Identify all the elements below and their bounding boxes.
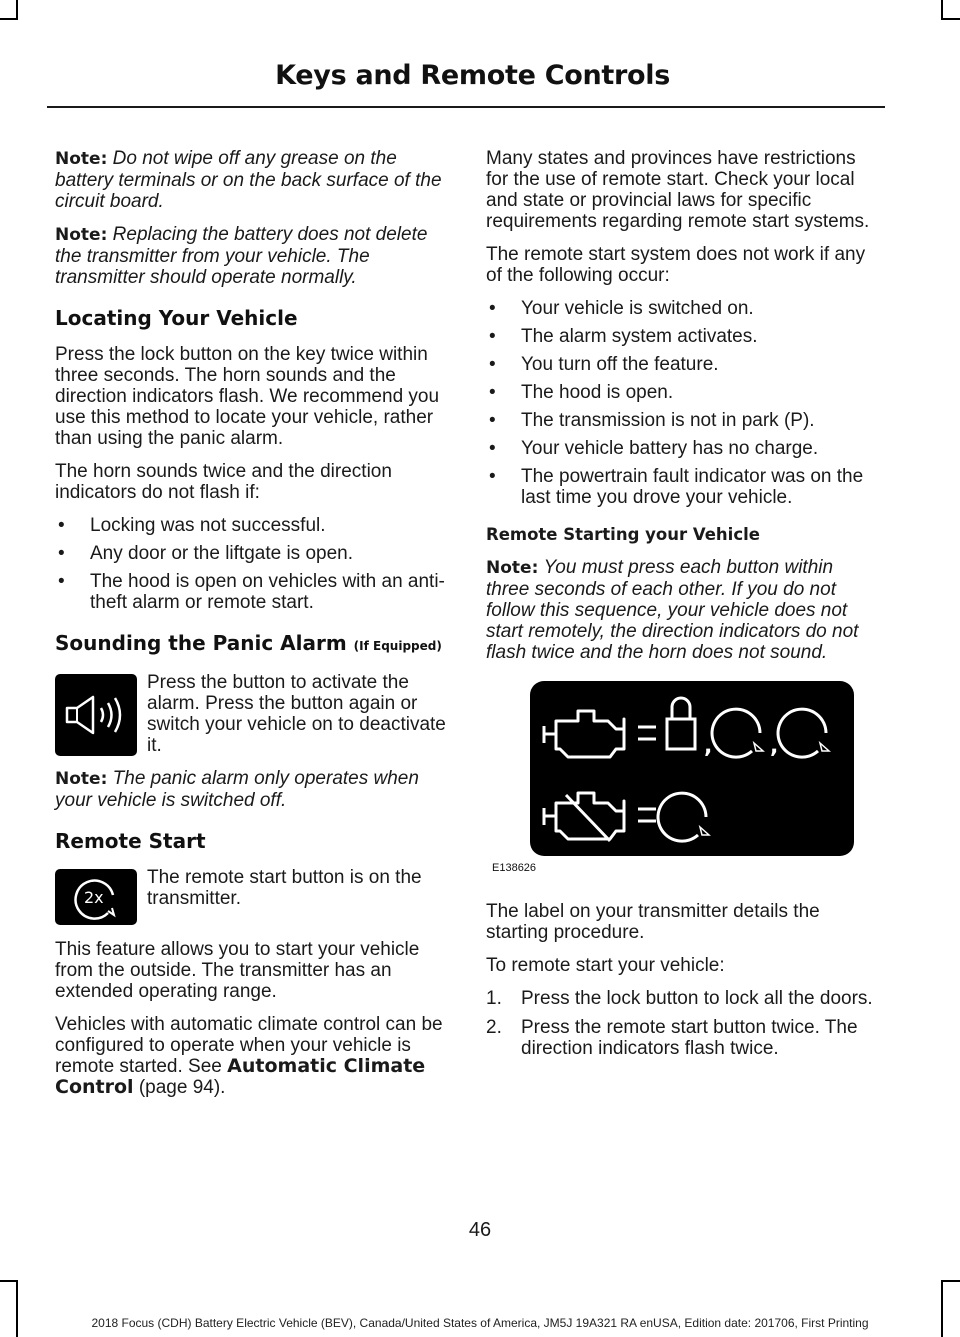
list-item-text: The alarm system activates. xyxy=(521,326,758,347)
heading-panic-alarm xyxy=(55,631,447,658)
illustration-code: E138626 xyxy=(492,862,537,874)
icon-label: 2x xyxy=(84,888,104,907)
heading-text: Sounding the Panic Alarm xyxy=(55,631,347,655)
step-number: 1. xyxy=(486,988,502,1009)
list-item-text: The hood is open on vehicles with an anti-theft alarm or remote start. xyxy=(90,571,445,613)
paragraph: To remote start your vehicle: xyxy=(486,955,725,976)
remote-start-conditions-list xyxy=(486,298,878,508)
crop-mark xyxy=(16,0,18,20)
step-number: 2. xyxy=(486,1017,502,1038)
paragraph-climate xyxy=(55,1014,447,1098)
remote-start-2x-icon xyxy=(55,869,137,925)
locating-conditions-list xyxy=(55,515,447,613)
crop-mark xyxy=(941,1280,960,1282)
list-item-text: Your vehicle battery has no charge. xyxy=(521,438,819,459)
paragraph: The horn sounds twice and the direction indicators do not flash if: xyxy=(55,461,392,503)
paragraph: Press the lock button on the key twice within three seconds. The horn sounds and the direction indicators flash. We recommend you use this method to locate your vehicle, rather than using the panic alarm. xyxy=(55,344,440,449)
remote-start-arrow-icon xyxy=(712,709,760,757)
step-item xyxy=(486,1017,878,1059)
note-text: The panic alarm only operates when your vehicle is switched off. xyxy=(55,768,419,811)
crop-mark xyxy=(941,0,943,20)
list-item-text: Your vehicle is switched on. xyxy=(521,298,754,319)
remote-start-illustration xyxy=(486,681,878,879)
list-item: • The alarm system activates. xyxy=(489,326,758,347)
list-item: • Any door or the liftgate is open. xyxy=(58,543,353,564)
text: (page 94). xyxy=(133,1077,226,1098)
paragraph: The remote start system does not work if any of the following occur: xyxy=(486,244,866,286)
note-label: Note: xyxy=(55,149,108,169)
list-item-text: Any door or the liftgate is open. xyxy=(90,543,353,564)
step-item xyxy=(486,988,878,1009)
heading-remote-start: Remote Start xyxy=(55,829,206,853)
paragraph: This feature allows you to start your vehicle from the outside. The transmitter has an extended operating range. xyxy=(55,939,420,1002)
note-label: Note: xyxy=(55,225,108,245)
lock-icon xyxy=(667,698,695,749)
crop-mark xyxy=(0,1280,18,1282)
list-item: • Your vehicle battery has no charge. xyxy=(489,438,819,459)
cross-reference-link[interactable]: Automatic Climate Control xyxy=(55,1055,426,1098)
right-column xyxy=(486,148,878,1067)
page-title: Keys and Remote Controls xyxy=(275,60,670,91)
paragraph: The label on your transmitter details the starting procedure. xyxy=(486,901,820,943)
remote-start-arrow-icon xyxy=(778,709,826,757)
note-text: Replacing the battery does not delete the transmitter from your vehicle. The transmitter should operate normally. xyxy=(55,224,428,288)
svg-text:,: , xyxy=(770,734,779,759)
svg-text:,: , xyxy=(704,734,713,759)
list-item-text: Locking was not successful. xyxy=(90,515,326,536)
crop-mark xyxy=(0,18,18,20)
note-text: You must press each button within three seconds of each other. If you do not follow this sequence, your vehicle does not start remotely, the direction indicators do not flash twice and the horn does not sound. xyxy=(486,557,859,663)
note-sequence xyxy=(486,557,878,663)
note-label: Note: xyxy=(55,769,108,789)
engine-icon xyxy=(544,711,624,757)
note-label: Note: xyxy=(486,558,539,578)
steps-list xyxy=(486,988,878,1059)
list-item: • The powertrain fault indicator was on the last time you drove your vehicle. xyxy=(489,466,864,508)
list-item: • The hood is open on vehicles with an anti-theft alarm or remote start. xyxy=(58,571,445,613)
note-grease xyxy=(55,148,447,212)
remote-start-text: The remote start button is on the transmitter. xyxy=(147,867,422,909)
header-divider xyxy=(47,106,885,108)
step-text: Press the remote start button twice. The direction indicators flash twice. xyxy=(521,1017,858,1059)
heading-remote-starting: Remote Starting your Vehicle xyxy=(486,525,760,544)
panic-alarm-text: Press the button to activate the alarm. Press the button again or switch your vehicle on to deactivate it. xyxy=(147,672,446,756)
left-column xyxy=(55,148,447,1110)
note-text: Do not wipe off any grease on the battery terminals or on the back surface of the circuit board. xyxy=(55,148,442,212)
list-item: • The transmission is not in park (P). xyxy=(489,410,815,431)
list-item: • Locking was not successful. xyxy=(58,515,326,536)
horn-sound-icon xyxy=(55,674,137,756)
heading-locating-vehicle: Locating Your Vehicle xyxy=(55,306,298,330)
remote-start-row xyxy=(55,867,447,925)
list-item-text: You turn off the feature. xyxy=(521,354,719,375)
engine-crossed-icon xyxy=(544,793,624,841)
heading-suffix: (If Equipped) xyxy=(353,639,442,653)
list-item: • You turn off the feature. xyxy=(489,354,719,375)
note-panic xyxy=(55,768,447,811)
step-text: Press the lock button to lock all the doors. xyxy=(521,988,873,1009)
paragraph: Many states and provinces have restrictions for the use of remote start. Check your local and state or provincial laws for specific requirements regarding remote start systems. xyxy=(486,148,870,232)
list-item-text: The hood is open. xyxy=(521,382,674,403)
crop-mark xyxy=(941,18,960,20)
page-number: 46 xyxy=(468,1219,492,1241)
list-item-text: The powertrain fault indicator was on the last time you drove your vehicle. xyxy=(521,466,864,508)
list-item: • The hood is open. xyxy=(489,382,674,403)
list-item-text: The transmission is not in park (P). xyxy=(521,410,815,431)
note-battery xyxy=(55,224,447,288)
footer-edition-info: 2018 Focus (CDH) Battery Electric Vehicle (BEV), Canada/United States of America, JM5J 19A321 RA enUSA, Edition date: 201706, First Printing xyxy=(91,1316,869,1330)
illustration-panel xyxy=(530,681,854,856)
text: Vehicles with automatic climate control can be configured to operate when your vehicle is remote started. See xyxy=(55,1014,443,1077)
list-item: • Your vehicle is switched on. xyxy=(489,298,754,319)
remote-start-arrow-icon xyxy=(658,793,706,841)
panic-alarm-row xyxy=(55,672,447,756)
